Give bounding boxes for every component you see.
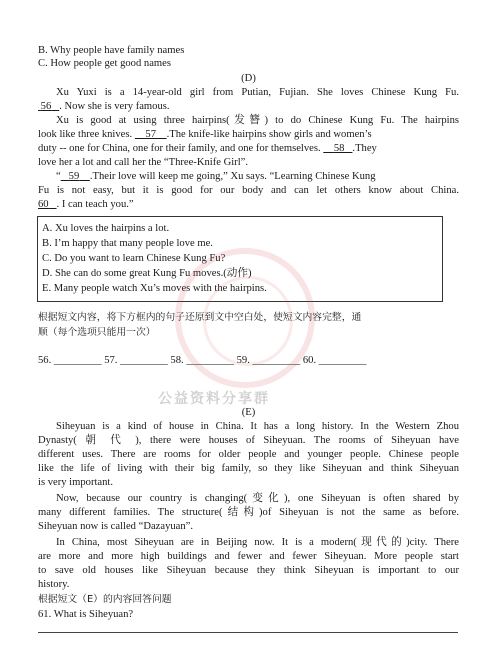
passage-d-label: (D)	[241, 73, 256, 84]
option-b: B. I’m happy that many people love me.	[42, 238, 213, 249]
option-c: C. Do you want to learn Chinese Kung Fu?	[42, 253, 226, 264]
passage-e-line: Siheyuan is a kind of house in China. It has a long history. In the Western Zhou	[56, 421, 459, 432]
passage-e-line: Now, because our country is changing(变化), one Siheyuan is often shared by	[56, 493, 459, 504]
passage-d-line: 56 . Now she is very famous.	[38, 100, 459, 113]
passage-e-line: history.	[38, 579, 70, 590]
passage-e-line: are more and more high buildings and fewer and fewer Siheyuan. More people start	[38, 551, 459, 562]
watermark-text: 公益资料分享群	[158, 391, 270, 407]
answer-line-61[interactable]	[38, 632, 458, 633]
blank-56[interactable]: 56	[40, 101, 52, 112]
passage-e-line: like the life of living with their big family, so they like Siheyuan and think Siheyuan	[38, 463, 459, 474]
option-a: A. Xu loves the hairpins a lot.	[42, 223, 170, 234]
passage-e-line: is very important.	[38, 477, 114, 488]
passage-d-line: Xu is good at using three hairpins(发簪) to do Chinese Kung Fu. The hairpins	[56, 115, 459, 126]
blank-60[interactable]: 60	[38, 199, 49, 210]
passage-d-line: Fu is not easy, but it is good for our body and can let others know about China.	[38, 185, 459, 196]
passage-e-line: many different families. The structure(结构)of Siheyuan is not the same as before.	[38, 507, 459, 518]
blank-57[interactable]: 57	[145, 129, 156, 140]
option-c-prev: C. How people get good names	[38, 58, 171, 69]
passage-d-line: duty -- one for China, one for their family, and one for themselves. 58 .They	[38, 143, 377, 154]
passage-e-line: to save old houses like Siheyuan because they think Siheyuan is important to our	[38, 565, 459, 576]
question-61: 61. What is Siheyuan?	[38, 609, 134, 620]
instruction-d-cont: 顺（每个选项只能用一次）	[38, 327, 156, 338]
instruction-d: 根据短文内容，将下方框内的句子还原到文中空白处，使短文内容完整，通	[38, 312, 362, 323]
passage-d-line: “ 59 .Their love will keep me going,” Xu says. “Learning Chinese Kung	[56, 171, 376, 182]
passage-d-line: 60 . I can teach you.”	[38, 199, 134, 210]
option-d: D. She can do some great Kung Fu moves.(动作)	[42, 268, 252, 279]
blank-58[interactable]: 58	[333, 143, 345, 154]
passage-e-line: Dynasty( 朝 代 ), there were houses of Siheyuan. The rooms of Siheyuan have	[38, 435, 459, 446]
passage-e-line: Siheyuan now is called “Dazayuan”.	[38, 521, 194, 532]
passage-e-line: In China, most Siheyuan are in Beijing now. It is a modern(现代的)city. There	[56, 537, 459, 548]
blank-59[interactable]: 59	[68, 171, 80, 182]
passage-d-line: look like three knives. 57 .The knife-like hairpins show girls and women’s	[38, 129, 372, 140]
instruction-e: 根据短文（E）的内容回答问题	[38, 594, 172, 605]
option-b-prev: B. Why people have family names	[38, 45, 185, 56]
answer-blanks: 56. _________ 57. _________ 58. _________ 59. _________ 60. _________	[38, 355, 367, 366]
option-e: E. Many people watch Xu’s moves with the hairpins.	[42, 283, 267, 294]
passage-d-line: Xu Yuxi is a 14-year-old girl from Putian, Fujian. She loves Chinese Kung Fu.	[56, 87, 459, 98]
passage-e-label: (E)	[241, 407, 256, 418]
passage-e-line: different uses. There are rooms for older people and younger people. Chinese people	[38, 449, 459, 460]
passage-d-line: love her a lot and call her the “Three-Knife Girl”.	[38, 157, 249, 168]
